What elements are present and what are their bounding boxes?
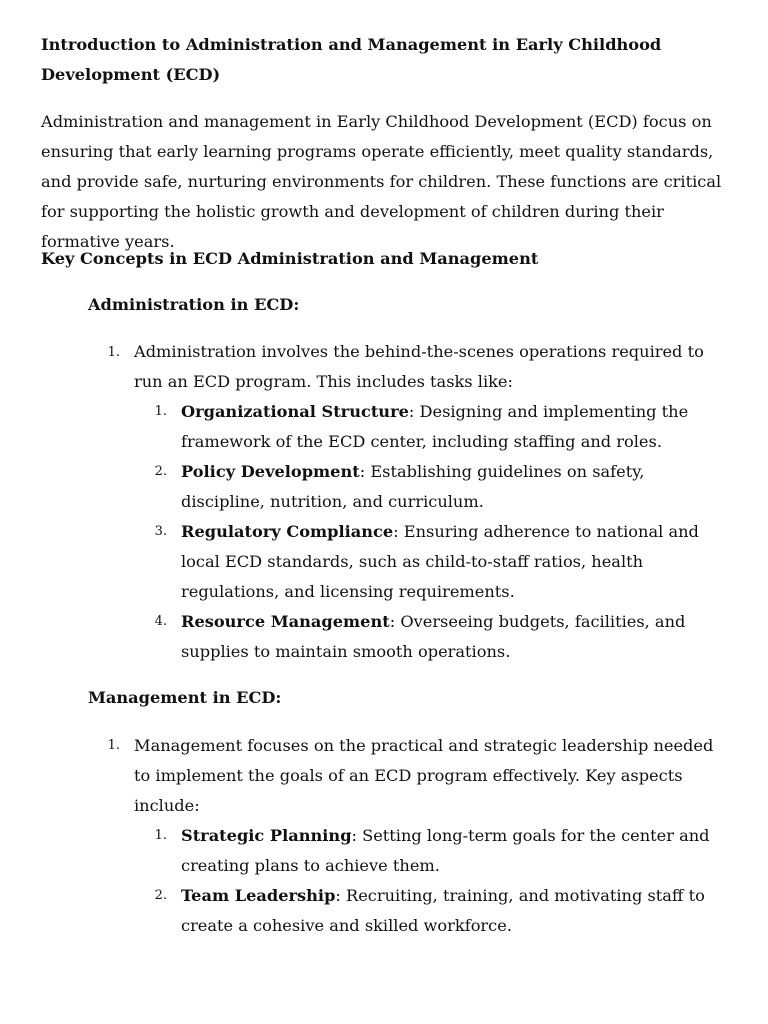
list-item-term: Team Leadership: [181, 886, 336, 905]
administration-heading: Administration in ECD:: [88, 295, 300, 314]
list-item: [154, 517, 726, 607]
list-item-term: Policy Development: [181, 462, 360, 481]
list-item-text: Administration involves the behind-the-scenes operations required to run an ECD program. This includes tasks like:: [134, 342, 704, 391]
list-item-number: 3.: [154, 524, 167, 539]
list-item-text: : Overseeing budgets, facilities, and supplies to maintain smooth operations.: [181, 612, 686, 661]
administration-list: [0, 337, 768, 667]
list-item: [107, 731, 724, 821]
list-item-text: : Designing and implementing the framework of the ECD center, including staffing and roles.: [181, 402, 689, 451]
list-item-term: Strategic Planning: [181, 826, 352, 845]
list-item-text: : Establishing guidelines on safety, discipline, nutrition, and curriculum.: [181, 462, 645, 511]
list-item-term: Regulatory Compliance: [181, 522, 394, 541]
intro-paragraph: Administration and management in Early Childhood Development (ECD) focus on ensuring that early learning programs operate efficiently, meet quality standards, and provide safe, nurturing environments for children. These functions are critical for supporting the holistic growth and development of children during their formative years.: [41, 112, 722, 251]
list-item-text: : Setting long-term goals for the center and creating plans to achieve them.: [181, 826, 710, 875]
list-item: [154, 821, 726, 881]
list-item: [154, 397, 726, 457]
list-item: [154, 607, 726, 667]
list-item-number: 2.: [154, 888, 167, 903]
list-item-number: 1.: [154, 404, 167, 419]
list-item-number: 2.: [154, 464, 167, 479]
list-item: [107, 337, 724, 397]
list-item-term: Resource Management: [181, 612, 390, 631]
key-concepts-heading: Key Concepts in ECD Administration and Management: [41, 249, 539, 268]
management-heading: Management in ECD:: [88, 688, 282, 707]
document-title: Introduction to Administration and Management in Early Childhood Development (ECD): [41, 35, 662, 84]
list-item: [154, 881, 726, 941]
list-item-term: Organizational Structure: [181, 402, 409, 421]
list-item-number: 4.: [154, 614, 167, 629]
list-item-number: 1.: [107, 738, 120, 753]
management-list: [0, 731, 768, 941]
list-item: [154, 457, 726, 517]
list-item-text: : Ensuring adherence to national and local ECD standards, such as child-to-staff ratios, health regulations, and licensing requirements.: [181, 522, 699, 601]
list-item-number: 1.: [107, 345, 120, 360]
list-item-number: 1.: [154, 828, 167, 843]
list-item-text: Management focuses on the practical and strategic leadership needed to implement the goals of an ECD program effectively. Key aspects include:: [134, 736, 714, 815]
list-item-text: : Recruiting, training, and motivating staff to create a cohesive and skilled workforce.: [181, 886, 705, 935]
